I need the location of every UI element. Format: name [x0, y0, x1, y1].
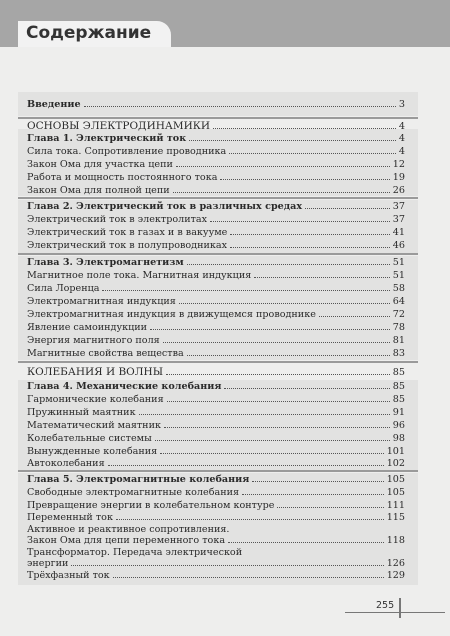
toc-part-2[interactable]	[27, 366, 405, 379]
dot-leader	[84, 106, 396, 107]
separator	[18, 117, 418, 119]
toc-page: 98	[392, 433, 405, 444]
toc-label: Превращение энергии в колебательном контуре	[27, 500, 275, 511]
toc-entry[interactable]	[27, 283, 405, 295]
toc-label: Математический маятник	[27, 420, 161, 431]
toc-label: Электромагнитная индукция	[27, 296, 176, 307]
toc-chapter-5[interactable]	[27, 474, 405, 486]
toc-page: 91	[392, 407, 405, 418]
toc-page: 83	[392, 348, 405, 359]
toc-label: Глава 1. Электрический ток	[27, 133, 187, 144]
toc-page: 4	[398, 133, 405, 144]
separator	[18, 197, 418, 199]
toc-page: 85	[392, 381, 405, 392]
toc-page: 51	[392, 270, 405, 281]
dot-leader	[210, 221, 390, 222]
toc-label: Закон Ома для полной цепи	[27, 185, 170, 196]
toc-page: 4	[398, 146, 405, 157]
toc-entry[interactable]	[27, 240, 405, 252]
toc-page: 115	[386, 512, 405, 523]
toc-entry[interactable]	[27, 214, 405, 226]
toc-label: Введение	[27, 99, 81, 110]
toc-page: 105	[386, 487, 405, 498]
dot-leader	[252, 481, 383, 482]
page-title: Содержание	[26, 23, 152, 43]
toc-page: 51	[392, 257, 405, 268]
toc-page: 37	[392, 201, 405, 212]
dot-leader	[139, 414, 390, 415]
toc-label: Сила Лоренца	[27, 283, 100, 294]
dot-leader	[116, 519, 384, 520]
toc-entry[interactable]	[27, 420, 405, 432]
dot-leader	[187, 264, 390, 265]
dot-leader	[187, 355, 390, 356]
toc-entry[interactable]	[27, 487, 405, 499]
toc-entry[interactable]	[27, 185, 405, 197]
dot-leader	[150, 329, 390, 330]
dot-leader	[224, 388, 389, 389]
toc-label: Глава 4. Механические колебания	[27, 381, 222, 392]
dot-leader	[319, 316, 390, 317]
dot-leader	[176, 166, 390, 167]
dot-leader	[228, 542, 384, 543]
toc-page: 64	[392, 296, 405, 307]
dot-leader	[173, 192, 390, 193]
dot-leader	[213, 128, 396, 129]
toc-label: Электромагнитная индукция в движущемся проводнике	[27, 309, 316, 320]
dot-leader	[220, 179, 389, 180]
toc-page: 102	[386, 458, 405, 469]
dot-leader	[189, 140, 396, 141]
toc-page: 129	[386, 570, 405, 581]
toc-page: 41	[392, 227, 405, 238]
dot-leader	[305, 208, 390, 209]
toc-label: Гармонические колебания	[27, 394, 164, 405]
toc-label: Закон Ома для участка цепи	[27, 159, 173, 170]
dot-leader	[113, 577, 384, 578]
toc-label: Переменный ток	[27, 512, 113, 523]
toc-page: 37	[392, 214, 405, 225]
dot-leader	[242, 494, 384, 495]
separator	[18, 253, 418, 255]
dot-leader	[108, 465, 384, 466]
toc-page: 81	[392, 335, 405, 346]
toc-entry[interactable]	[27, 270, 405, 282]
toc-entry[interactable]	[27, 500, 405, 512]
toc-part-1[interactable]	[27, 120, 405, 133]
dot-leader	[277, 507, 383, 508]
dot-leader	[230, 234, 389, 235]
toc-page: 111	[386, 500, 405, 511]
toc-label: Электрический ток в полупроводниках	[27, 240, 227, 251]
dot-leader	[102, 290, 389, 291]
toc-label: Явление самоиндукции	[27, 322, 148, 333]
toc-label: Свободные электромагнитные колебания	[27, 487, 240, 498]
dot-leader	[229, 153, 396, 154]
dot-leader	[166, 374, 390, 375]
toc-entry[interactable]	[27, 309, 405, 321]
dot-leader	[167, 401, 390, 402]
toc-page: 118	[386, 535, 405, 546]
toc-entry[interactable]	[27, 558, 405, 570]
toc-entry[interactable]	[27, 172, 405, 184]
toc-label: Электрический ток в газах и в вакууме	[27, 227, 228, 238]
toc-label: КОЛЕБАНИЯ И ВОЛНЫ	[27, 366, 164, 378]
separator	[18, 470, 418, 472]
page-number-rule	[345, 612, 445, 613]
toc-entry-line[interactable]: Трансформатор. Передача электрической	[27, 547, 243, 558]
toc-chapter-3[interactable]	[27, 257, 405, 269]
toc-page: 58	[392, 283, 405, 294]
dot-leader	[164, 427, 390, 428]
toc-entry-intro[interactable]	[27, 99, 405, 111]
toc-page: 26	[392, 185, 405, 196]
toc-entry[interactable]	[27, 146, 405, 158]
toc-entry[interactable]	[27, 407, 405, 419]
toc-entry[interactable]	[27, 348, 405, 360]
toc-entry[interactable]	[27, 159, 405, 171]
page-number: 255	[376, 600, 395, 611]
dot-leader	[155, 440, 390, 441]
toc-label: Вынужденные колебания	[27, 446, 158, 457]
toc-page: 72	[392, 309, 405, 320]
toc-page: 101	[386, 446, 405, 457]
toc-page: 46	[392, 240, 405, 251]
toc-chapter-1[interactable]	[27, 133, 405, 145]
separator	[18, 361, 418, 363]
dot-leader	[230, 247, 390, 248]
toc-entry[interactable]	[27, 296, 405, 308]
toc-label: Трёхфазный ток	[27, 570, 110, 581]
toc-label: Пружинный маятник	[27, 407, 136, 418]
toc-entry[interactable]	[27, 394, 405, 406]
toc-label: Магнитное поле тока. Магнитная индукция	[27, 270, 252, 281]
toc-entry[interactable]	[27, 227, 405, 239]
dot-leader	[71, 565, 383, 566]
toc-entry-line[interactable]: Активное и реактивное сопротивления.	[27, 524, 230, 535]
toc-label: Работа и мощность постоянного тока	[27, 172, 218, 183]
toc-page: 126	[386, 558, 405, 569]
toc-entry[interactable]	[27, 458, 405, 470]
dot-leader	[254, 277, 389, 278]
toc-page: 96	[392, 420, 405, 431]
toc-page: 4	[398, 121, 405, 132]
toc-entry[interactable]	[27, 570, 405, 582]
toc-label: Электрический ток в электролитах	[27, 214, 208, 225]
page-number-tick	[399, 598, 401, 618]
toc-page: 85	[392, 367, 405, 378]
dot-leader	[179, 303, 390, 304]
toc-label: Энергия магнитного поля	[27, 335, 160, 346]
toc-chapter-2[interactable]	[27, 201, 405, 213]
toc-label: Глава 5. Электромагнитные колебания	[27, 474, 250, 485]
toc-label: Автоколебания	[27, 458, 105, 469]
toc-page: 19	[392, 172, 405, 183]
dot-leader	[163, 342, 390, 343]
toc-label: Магнитные свойства вещества	[27, 348, 184, 359]
toc-entry[interactable]	[27, 335, 405, 347]
toc-label: Глава 2. Электрический ток в различных средах	[27, 201, 303, 212]
toc-label: ОСНОВЫ ЭЛЕКТРОДИНАМИКИ	[27, 120, 211, 132]
dot-leader	[160, 453, 384, 454]
toc-page: 12	[392, 159, 405, 170]
toc-entry[interactable]	[27, 535, 405, 547]
toc-page: 85	[392, 394, 405, 405]
toc-entry[interactable]	[27, 446, 405, 458]
toc-page: 105	[386, 474, 405, 485]
toc-entry[interactable]	[27, 433, 405, 445]
toc-entry[interactable]	[27, 322, 405, 334]
toc-label: Сила тока. Сопротивление проводника	[27, 146, 227, 157]
toc-label: Закон Ома для цепи переменного тока	[27, 535, 226, 546]
toc-page: 3	[398, 99, 405, 110]
toc-label: Глава 3. Электромагнетизм	[27, 257, 184, 268]
toc-label: энергии	[27, 558, 69, 569]
toc-entry[interactable]	[27, 512, 405, 524]
toc-label: Колебательные системы	[27, 433, 152, 444]
toc-chapter-4[interactable]	[27, 381, 405, 393]
toc-page: 78	[392, 322, 405, 333]
